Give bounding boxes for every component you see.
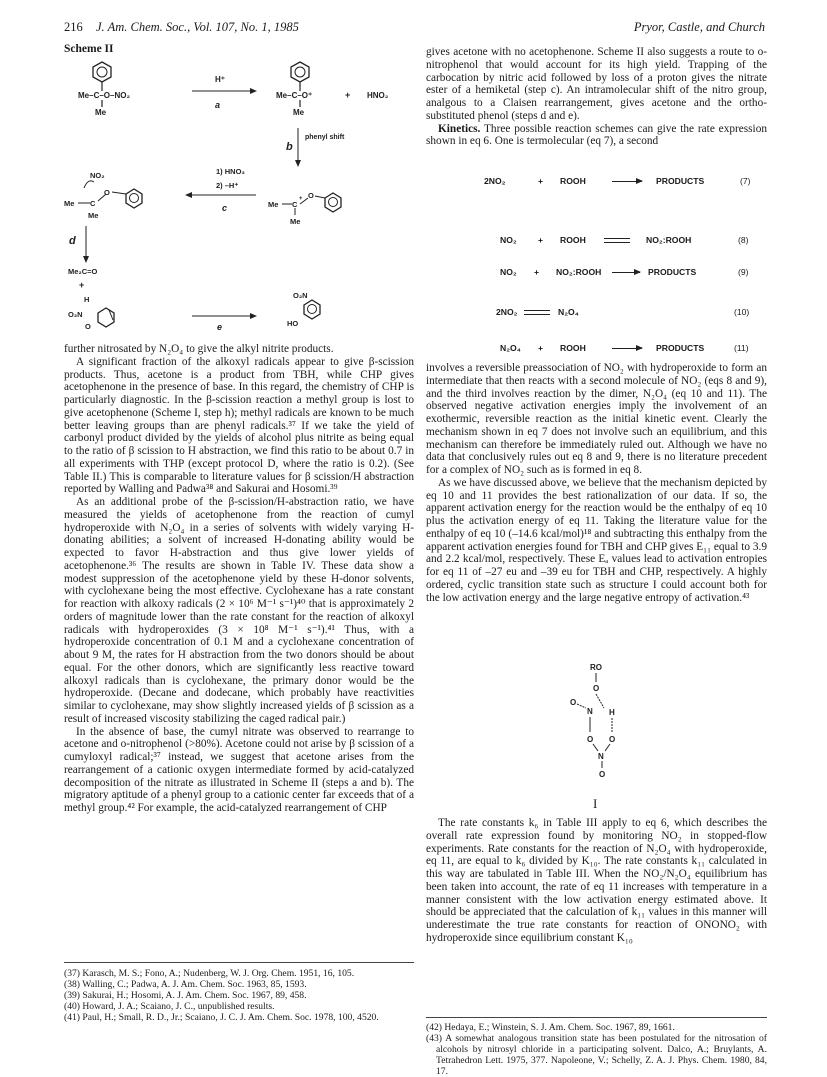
svg-text:O: O [609, 735, 616, 744]
scheme-ii-diagram [64, 58, 414, 330]
left-footnotes [64, 968, 414, 1023]
left-paragraph-3: As an additional probe of the β-scission/H-abstraction ratio, we have measured the yields of acetophenone from the reaction of cumyl hydroperoxide with N₂O₄ in a series of solvents with widely varying H-donating abilities; a solvent of increased H-donating ability would be expected to favor H-abstraction and thus give lower yields of acetophenone.³⁶ The results are shown in Table IV. These data show a modest suppression of the acetophenone yield by these H-donor solvents, with cyclohexane being the most effective. Cyclohexane has a rate constant for reaction with alkoxy radicals (2 × 10⁶ M⁻¹ s⁻¹)⁴⁰ that is approximately 2 orders of magnitude lower than the rate constant for the reaction of alkoxyl radicals with hydroperoxides (3 × 10⁸ M⁻¹ s⁻¹).⁴¹ Thus, with a hydroperoxide concentration of 0.1 M and a cyclohexane concentration of about 9 M, the rates for H abstraction from the two donors should be about equal. For the other donors, which are significantly less reactive toward alkoxyl radicals than is cyclohexane, the primary donor would be the hydroperoxide. (Decane and dodecane, which probably have reactivities similar to cyclohexane, may show slightly increased yields of β scission as a result of increased viscosity stabilizing the caged radical pair.) [64, 496, 414, 725]
o-label-1: O [104, 188, 110, 197]
svg-text:O: O [599, 770, 606, 778]
svg-text:N: N [598, 752, 604, 761]
structure-i [560, 660, 650, 778]
right-paragraph-2: Three possible reaction schemes can give the rate expression shown in eq 6. One is termolecular (eq 7), a second [426, 122, 767, 148]
struct-ro: RO [590, 663, 602, 672]
benzene-ring-1 [93, 62, 111, 91]
right-column-bottom [426, 817, 767, 945]
equilibrium-arrow-eq10 [524, 309, 550, 316]
right-footnote-rule [426, 1017, 767, 1018]
svg-text:O: O [587, 735, 594, 744]
arrow-eq7 [612, 181, 642, 182]
ho-label: HO [287, 319, 299, 328]
step-c: c [222, 203, 228, 213]
carbon-c: C [90, 199, 96, 208]
footnote-41: (41) Paul, H.; Small, R. D., Jr.; Scaiano, J. C. J. Am. Chem. Soc. 1978, 100, 4520. [64, 1012, 379, 1023]
benzene-ring-4 [325, 193, 341, 212]
o2n-label-2: O₂N [293, 291, 308, 300]
svg-text:O: O [593, 684, 600, 693]
benzene-ring-5 [304, 300, 320, 319]
acetone: Me₂C=O [68, 267, 98, 276]
left-paragraph-4: In the absence of base, the cumyl nitrate was observed to rearrange to acetone and o-nitrophenol (>80%). Acetone could not arise by β scission of a cumyloxyl radical;³⁷ instead, we suggest that acetone arises from the rearrangement of a cationic oxygen intermediate formed by acid-catalyzed decomposition of the nitrate as illustrated in Scheme II (steps a and b). The migratory aptitude of a phenyl group to a cationic center far exceeds that of a methyl group.⁴² For example, the acid-catalyzed rearrangement of CHP [64, 725, 414, 814]
right-paragraph-1: gives acetone with no acetophenone. Scheme II also suggests a route to o-nitrophenol that would account for its high yield. Trapping of the carbocation by nitric acid followed by loss of a proton gives the nitrate ester of a hemiketal (step c). An intramolecular shift of the nitro group, analgous to a Claisen rearrangement, gives acetone and the ortho-substituted phenol (steps d and e). [426, 46, 767, 122]
left-paragraph-1: further nitrosated by N₂O₄ to give the alkyl nitrite products. [64, 343, 334, 355]
left-footnote-rule [64, 962, 414, 963]
right-column-middle [426, 362, 767, 604]
me-4: Me [88, 211, 99, 220]
right-paragraph-4: As we have discussed above, we believe that the mechanism depicted by eq 10 and 11 provides the best rationalization of our data. If so, the apparent activation energy for the reaction would be the enthalpy of eq 10 plus the activation energy of eq 11. Taking the literature value for the enthalpy of eq 10 (–14.6 kcal/mol)¹⁸ and subtracting this enthalpy from the apparent activation energies found for TBH and CHP gives E₁₁ equal to 3.9 and 2.2 kcal/mol, respectively. These Eₐ values lead to activation entropies for eq 11 of –27 eu and –39 eu for TBH and CHP, respectively. A highly ordered, cyclic transition state such as structure I could account both for the low activation energy and the large negative entropy of activation.⁴³ [426, 476, 767, 604]
me-3: Me [64, 199, 75, 208]
me-6: Me [290, 217, 301, 226]
footnote-39: (39) Sakurai, H.; Hosomi, A. J. Am. Chem. Soc. 1967, 89, 458. [64, 990, 307, 1001]
o2n-label-1: O₂N [68, 310, 83, 319]
right-paragraph-5: The rate constants k₆ in Table III apply to eq 6, which describes the overall rate expression found by monitoring NO₂ in stopped-flow experiments. Rate constants for the reaction of N₂O₄ with hydroperoxide, eq 11, are equal to k₆ divided by K₁₀. The rate constants k₁₁ calculated in this way are tabulated in Table III. When the NO₂/N₂O₄ equilibrium has been taken into account, the rate of eq 11 increases with temperature in a manner consistent with the low activation energy estimated above. It should be appreciated that the calculation of k₁₁ values in this manner will underestimate the true rate constants for reaction of ONONO₂ with hydroperoxide since equilibrium constant K₁₀ [426, 817, 767, 944]
me-2: Me [293, 108, 305, 117]
svg-text:+: + [299, 196, 303, 202]
structure-label: I [593, 796, 598, 811]
me-1: Me [95, 108, 107, 117]
me-5: Me [268, 200, 279, 209]
c-cond2: 2) –H⁺ [216, 181, 239, 190]
page-number: 216 [64, 20, 83, 34]
c-cond1: 1) HNO₃ [216, 167, 245, 176]
equilibrium-arrow-eq8 [604, 237, 630, 244]
benzene-ring-2 [291, 62, 309, 91]
step-b: b [286, 141, 293, 153]
right-paragraph-3: involves a reversible preassociation of NO₂ with hydroperoxide to form an intermediate that then reacts with a second molecule of NO₂ (eqs 8 and 9), and the third involves reaction by the dimer, N₂O₄ (eq 10 and 11). The observed negative activation energies imply the involvement of an exothermic, reversible reaction as the initial kinetic event. Clearly the mechanism shown in eq 7 does not involve such an equilibrium, and this mechanism can therefore be immediately ruled out. Although we have no data that conclusively rules out eq 8 and 9, there is no literature precedent for a complex of NO₂ such as is formed in eq 8. [426, 362, 767, 476]
plus-1: + [345, 90, 351, 100]
scheme-title: Scheme II [64, 43, 114, 55]
h-plus: H⁺ [215, 75, 225, 84]
o-label-2: O [308, 191, 314, 200]
right-footnotes [426, 1022, 767, 1077]
footnote-38: (38) Walling, C.; Padwa, A. J. Am. Chem. Soc. 1963, 85, 1593. [64, 979, 307, 990]
svg-text:H: H [609, 708, 615, 717]
plus-2: + [79, 280, 85, 290]
h-label: H [84, 295, 90, 304]
phenyl-shift: phenyl shift [305, 134, 345, 141]
no2-label: NO₂ [90, 171, 105, 180]
o-label-3: O [85, 322, 91, 330]
svg-text:O: O [570, 698, 577, 707]
svg-text:N: N [587, 707, 593, 716]
cation-formula: Me–C–O⁺ [276, 91, 313, 100]
nitrate-formula: Me–C–O–NO₂ [78, 91, 131, 100]
arrow-eq9 [612, 272, 640, 273]
step-d: d [69, 235, 76, 247]
hno2: HNO₂ [367, 91, 389, 100]
journal-citation: J. Am. Chem. Soc., Vol. 107, No. 1, 1985 [96, 20, 299, 34]
right-column-top [426, 46, 767, 148]
footnote-42: (42) Hedaya, E.; Winstein, S. J. Am. Chem. Soc. 1967, 89, 1661. [426, 1022, 675, 1033]
step-a: a [215, 100, 221, 110]
benzene-ring-3 [126, 189, 142, 208]
left-column [64, 343, 414, 815]
footnote-37: (37) Karasch, M. S.; Fono, A.; Nudenberg, W. J. Org. Chem. 1951, 16, 105. [64, 968, 355, 979]
footnote-40: (40) Howard, J. A.; Scaiano, J. C., unpublished results. [64, 1001, 275, 1012]
footnote-43: (43) A somewhat analogous transition state has been postulated for the nitrosation of alcohols by nitrosyl chloride in a participating solvent. Dalco, A.; Bruylants, A. Tetrahedron Lett. 1975, 377. Napoleone, V.; Schelly, Z. A. J. Phys. Chem. 1980, 84, 17. [426, 1033, 767, 1077]
svg-text:C: C [292, 200, 298, 209]
arrow-eq11 [612, 348, 642, 349]
running-authors: Pryor, Castle, and Church [633, 20, 765, 34]
step-e: e [217, 322, 223, 330]
kinetics-heading: Kinetics. [438, 122, 481, 135]
left-paragraph-2: A significant fraction of the alkoxyl radicals appear to give β-scission products. Thus, acetone is a product from TBH, while CHP gives acetophenone in the presence of base. In this regard, the chemistry of CHP is particularly diagnostic. In the β-scission reaction a methyl group is lost to give acetophenone (Scheme I, step h); methyl radicals are known to be much better leaving groups than are phenyl radicals.³⁷ If we take the yield of carbonyl product divided by the yields of alcohol plus nitrite as being equal to the ratio of β scission to H abstraction, we find this ratio to be about 0.7 in all experiments with THP (except protocol D, where the ratio is 0.2). (See Table II.) This is comparable to literature values for β scission/H abstraction reported by Walling and Padwa³⁸ and Sakurai and Hosomi.³⁹ [64, 355, 414, 496]
ring-intermediate [98, 308, 114, 327]
